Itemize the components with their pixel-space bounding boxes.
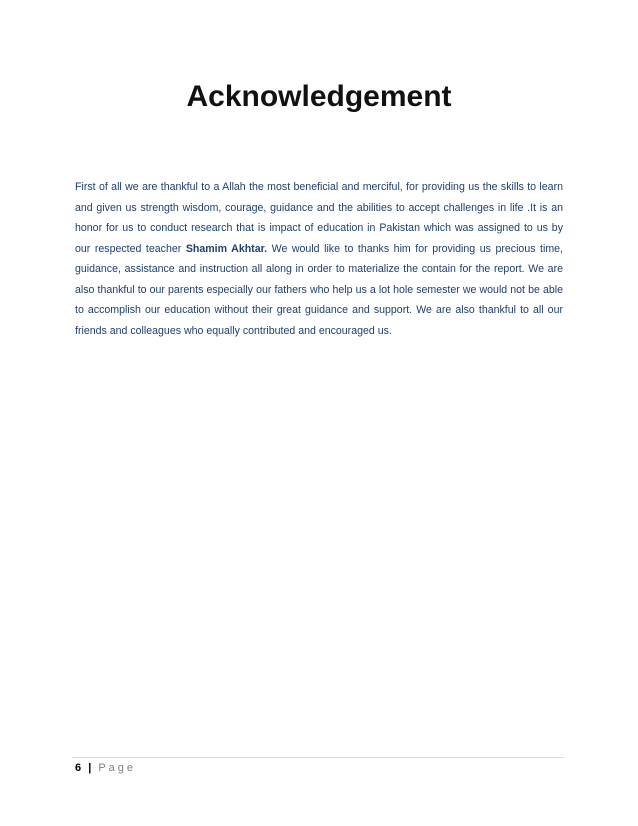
paragraph-text-after-name: We would like to thanks him for providing us precious time, guidance, assistance and instruction all along in order to materialize the contain for the report. We are also thankful to our parents especially our fathers who help us a lot hole semester we would not be able to accomplish our education without their great guidance and support. We are also thankful to all our friends and colleagues who equally contributed and encouraged us. [75, 242, 564, 337]
page-number: 6 [75, 762, 82, 774]
page-title: Acknowledgement [186, 80, 452, 113]
paragraph-text-before-name: First of all we are thankful to a Allah the most beneficial and merciful, for providing us the skills to learn and given us strength wisdom, courage, guidance and the abilities to accept challenges in life .It is an honor for us to conduct research that is impact of education in Pakistan which was assigned to us by our respected teacher [75, 181, 563, 255]
teacher-name: Shamim Akhtar. [185, 242, 268, 255]
page-label: Page [98, 762, 137, 774]
acknowledgement-paragraph [75, 177, 563, 341]
footer-separator: | [88, 762, 92, 774]
footer-divider [72, 757, 564, 758]
page-footer [75, 762, 136, 774]
